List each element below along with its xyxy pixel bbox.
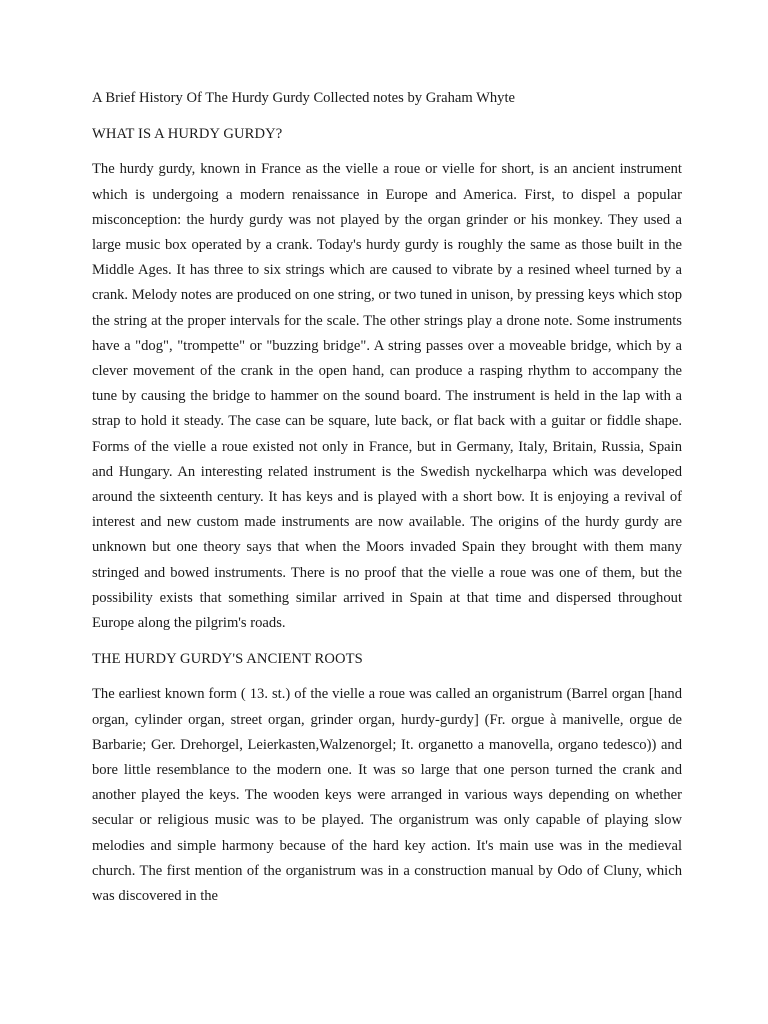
italic-term: Walzenorgel (319, 736, 393, 753)
text-run: )) and bore little resemblance to the modern one. It was so large that one person turned the crank and another played the keys. The wooden keys were arranged in various ways depending on whether secular or religious music was to be played. The organistrum was only capable of playing slow melodies and simple harmony because of the hard key action. It's main use was in the medieval church. The first mention of the organistrum was in a construction manual by Odo of Cluny, which was discovered in the (92, 736, 683, 905)
text-run: (Fr. (478, 711, 512, 728)
section-heading-what-is: WHAT IS A HURDY GURDY? (92, 125, 283, 142)
italic-term: Leierkasten (247, 736, 316, 753)
text-run: , (315, 736, 320, 753)
text-run: , (619, 711, 630, 728)
text-run: ; It. (392, 736, 419, 753)
text-run: , (239, 736, 248, 753)
italic-term: organo tedesco (557, 736, 647, 753)
paragraph-ancient-roots (92, 682, 682, 909)
text-run: ; Ger. (142, 736, 181, 753)
document-body (92, 86, 682, 920)
italic-term: Drehorgel (180, 736, 240, 753)
text-run: The earliest known form ( 13. st.) of the vielle a roue was called an organistrum ( (92, 686, 572, 703)
text-run: , (549, 736, 558, 753)
section-heading-ancient-roots: THE HURDY GURDY'S ANCIENT ROOTS (92, 650, 363, 667)
paragraph-what-is: The hurdy gurdy, known in France as the vielle a roue or vielle for short, is an ancient instrument which is undergoing a modern renaissance in Europe and America. First, to dispel a popular misconception: the hurdy gurdy was not played by the organ grinder or his monkey. They used a large music box operated by a crank. Today's hurdy gurdy is roughly the same as those built in the Middle Ages. It has three to six strings which are caused to vibrate by a resined wheel turned by a crank. Melody notes are produced on one string, or two tuned in unison, by pressing keys which stop the string at the proper intervals for the scale. The other strings play a drone note. Some instruments have a "dog", "trompette" or "buzzing bridge". A string passes over a moveable bridge, which by a clever movement of the crank in the open hand, can produce a rasping rhythm to accompany the tune by causing the bridge to hammer on the sound board. The instrument is held in the lap with a strap to hold it steady. The case can be square, lute back, or flat back with a guitar or fiddle shape. Forms of the vielle a roue existed not only in France, but in Germany, Italy, Britain, Russia, Spain and Hungary. An interesting related instrument is the Swedish nyckelharpa which was developed around the sixteenth century. It has keys and is played with a short bow. It is enjoying a revival of interest and new custom made instruments are now available. The origins of the hurdy gurdy are unknown but one theory says that when the Moors invaded Spain they brought with them many stringed and bowed instruments. There is no proof that the vielle a roue was one of them, but the possibility exists that something similar arrived in Spain at that time and dispersed throughout Europe along the pilgrim's roads. (92, 161, 682, 632)
bold-term-barrel-organ: Barrel organ [hand organ, cylinder organ, street organ, grinder organ, hurdy-gurdy] (92, 686, 682, 728)
italic-term: orgue à manivelle (511, 711, 620, 728)
italic-term: orgue de Barbarie (92, 711, 683, 753)
document-title: A Brief History Of The Hurdy Gurdy Collected notes by Graham Whyte (92, 90, 515, 106)
italic-term: organetto a manovella (418, 736, 550, 753)
